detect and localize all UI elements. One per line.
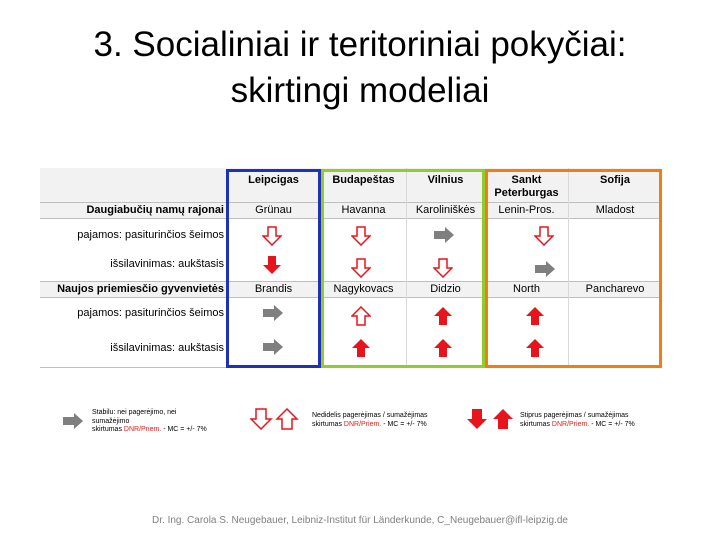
solid-up-down-arrows-icon bbox=[466, 408, 516, 430]
legend-text: skirtumas bbox=[520, 420, 552, 428]
header-leipcigas: Leipcigas bbox=[248, 174, 299, 186]
gray-right-arrow-icon bbox=[62, 412, 84, 430]
area-didzio: Didzio bbox=[430, 283, 461, 295]
row-label-income-2: pajamos: pasiturinčios šeimos bbox=[77, 307, 224, 319]
spb-sofija-frame bbox=[485, 169, 662, 368]
legend-strong-text bbox=[520, 412, 635, 429]
area-nagykovacs: Nagykovacs bbox=[333, 283, 394, 295]
row-label-education-2: išsilavinimas: aukštasis bbox=[110, 342, 224, 354]
area-havanna: Havanna bbox=[341, 204, 386, 216]
area-grunau: Grünau bbox=[255, 204, 292, 216]
slide-title-line2: skirtingi modeliai bbox=[230, 71, 490, 110]
comparison-table bbox=[40, 168, 662, 368]
area-lenin-pros: Lenin-Pros. bbox=[498, 204, 555, 216]
legend-stable-line2: sumažėjimo bbox=[92, 417, 130, 425]
legend-text: - MC = +/- 7% bbox=[589, 420, 635, 428]
area-mladost: Mladost bbox=[595, 204, 635, 216]
area-brandis: Brandis bbox=[254, 283, 293, 295]
legend-strong-line2 bbox=[520, 421, 635, 430]
legend-stable-line1: Stabilu: nei pagerėjimo, nei bbox=[92, 409, 177, 416]
header-spb-line2: Peterburgas bbox=[494, 187, 559, 199]
legend-strong-line1: Stiprus pagerėjimas / sumažėjimas bbox=[520, 412, 629, 419]
legend-red-text: DNR/Priem. bbox=[551, 420, 590, 428]
legend-stable-text bbox=[92, 409, 207, 435]
area-pancharevo: Pancharevo bbox=[585, 283, 645, 295]
area-karoliniskes: Karoliniškės bbox=[415, 204, 476, 216]
header-spb-line1: Sankt bbox=[511, 174, 542, 186]
row-label-education-1: išsilavinimas: aukštasis bbox=[110, 258, 224, 270]
legend-moderate-line2 bbox=[312, 421, 428, 430]
legend-red-text: DNR/Priem. bbox=[123, 426, 162, 433]
legend-text: skirtumas bbox=[312, 420, 344, 428]
area-north: North bbox=[513, 283, 540, 295]
header-vilnius: Vilnius bbox=[427, 174, 464, 186]
section2-label: Naujos priemiesčio gyvenvietės bbox=[57, 283, 224, 295]
section1-label: Daugiabučių namų rajonai bbox=[86, 204, 224, 216]
legend-moderate-line1: Nedidelis pagerėjimas / sumažėjimas bbox=[312, 412, 428, 419]
legend bbox=[0, 400, 720, 450]
legend-stable-line3 bbox=[92, 426, 207, 435]
leipcigas-frame bbox=[226, 169, 321, 368]
footer-credit: Dr. Ing. Carola S. Neugebauer, Leibniz-Institut für Länderkunde, C_Neugebauer@ifl-leipzig.de bbox=[152, 515, 568, 526]
header-sofija: Sofija bbox=[600, 174, 630, 186]
outline-up-down-arrows-icon bbox=[250, 408, 300, 430]
slide-title bbox=[0, 22, 720, 114]
legend-text: - MC = +/- 7% bbox=[381, 420, 427, 428]
legend-moderate-text bbox=[312, 412, 428, 429]
row-label-income-1: pajamos: pasiturinčios šeimos bbox=[77, 229, 224, 241]
legend-text: - MC = +/- 7% bbox=[161, 426, 207, 433]
header-budapestas: Budapeštas bbox=[332, 174, 395, 186]
legend-red-text: DNR/Priem. bbox=[343, 420, 382, 428]
legend-text: skirtumas bbox=[92, 426, 124, 433]
slide-title-line1: 3. Socialiniai ir teritoriniai pokyčiai: bbox=[93, 25, 627, 64]
budapest-vilnius-frame bbox=[321, 169, 485, 368]
